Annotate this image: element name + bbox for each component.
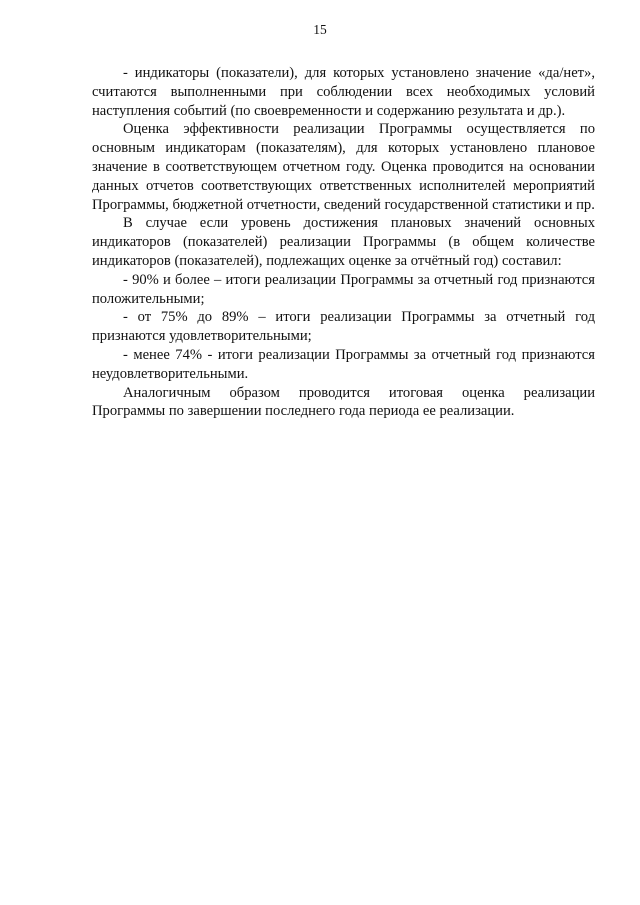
document-body bbox=[92, 64, 595, 421]
paragraph-final-assessment: Аналогичным образом проводится итоговая оценка реализации Программы по завершении последнего года периода ее реализации. bbox=[92, 384, 595, 420]
paragraph-efficiency-assessment: Оценка эффективности реализации Программы осуществляется по основным индикаторам (показателям), для которых установлено плановое значение в соответствующем отчетном году. Оценка проводится на основании данных отчетов соответствующих ответственных исполнителей мероприятий Программы, бюджетной отчетности, сведений государственной статистики и пр. bbox=[92, 121, 595, 213]
paragraph-achievement-level: В случае если уровень достижения плановых значений основных индикаторов (показателей) реализации Программы (в общем количестве индикаторов (показателей), подлежащих оценке за отчётный год) составил: bbox=[92, 215, 595, 269]
list-item-satisfactory: - от 75% до 89% – итоги реализации Программы за отчетный год признаются удовлетворительными; bbox=[92, 309, 595, 345]
paragraph-indicators-yes-no: - индикаторы (показатели), для которых установлено значение «да/нет», считаются выполненными при соблюдении всех необходимых условий наступления событий (по своевременности и содержанию результата и др.). bbox=[92, 65, 595, 119]
list-item-unsatisfactory: - менее 74% - итоги реализации Программы за отчетный год признаются неудовлетворительными. bbox=[92, 346, 595, 382]
page-number: 15 bbox=[313, 22, 327, 37]
list-item-positive: - 90% и более – итоги реализации Программы за отчетный год признаются положительными; bbox=[92, 271, 595, 307]
